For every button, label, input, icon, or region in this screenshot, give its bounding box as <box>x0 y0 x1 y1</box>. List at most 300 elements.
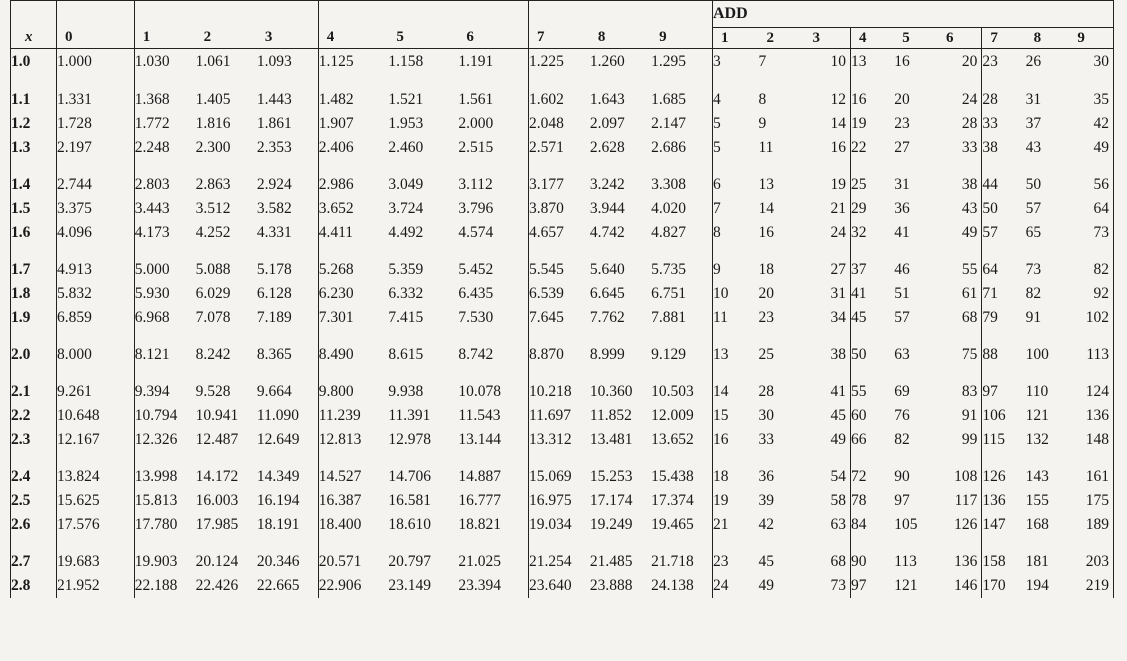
add-value: 82 <box>894 431 910 448</box>
cube-value: 4.096 <box>56 221 134 245</box>
cube-value: 21.254 <box>528 553 572 570</box>
add-value: 73 <box>1069 221 1113 245</box>
cube-value: 1.061 <box>195 53 231 70</box>
cube-value: 21.025 <box>458 537 528 574</box>
cube-value: 2.986 <box>318 176 354 193</box>
cube-value: 5.545 <box>528 261 564 278</box>
cube-value: 1.521 <box>388 91 424 108</box>
table-row <box>11 221 1114 245</box>
cube-value: 1.000 <box>56 49 134 76</box>
add-value: 31 <box>804 282 850 306</box>
cube-value: 13.652 <box>651 428 712 452</box>
cube-value: 4.742 <box>589 224 625 241</box>
cube-value: 16.003 <box>195 492 239 509</box>
cube-value: 4.252 <box>195 224 231 241</box>
add-value: 105 <box>894 516 918 533</box>
add-value: 91 <box>938 404 982 428</box>
cube-value: 12.813 <box>318 431 362 448</box>
cube-value: 10.941 <box>195 407 239 424</box>
cube-value: 13.998 <box>134 468 178 485</box>
cube-value: 5.000 <box>134 261 170 278</box>
add-value: 38 <box>938 160 982 197</box>
add-value: 9 <box>758 115 767 132</box>
add-value: 46 <box>894 261 910 278</box>
cube-value: 23.888 <box>589 577 633 594</box>
cube-value: 22.665 <box>257 574 318 598</box>
add-value: 42 <box>1069 112 1113 136</box>
add-value: 35 <box>1069 75 1113 112</box>
cube-value: 4.574 <box>458 221 528 245</box>
add-value: 21 <box>804 197 850 221</box>
add-value: 117 <box>938 489 982 513</box>
add-value: 181 <box>1025 553 1049 570</box>
cube-value: 6.859 <box>56 306 134 330</box>
cube-value: 1.331 <box>56 75 134 112</box>
add-value: 56 <box>1069 160 1113 197</box>
cube-value: 6.539 <box>528 285 564 302</box>
cube-value: 3.375 <box>56 197 134 221</box>
add-value: 42 <box>758 516 774 533</box>
add-value: 75 <box>938 330 982 367</box>
x-value: 1.2 <box>11 112 57 136</box>
add-value: 110 <box>1025 383 1049 400</box>
cube-value: 11.543 <box>458 404 528 428</box>
cube-value: 12.978 <box>388 431 431 448</box>
add-value: 69 <box>894 383 910 400</box>
x-value: 2.7 <box>11 537 57 574</box>
column-header-0: 0 <box>56 28 134 49</box>
add-value: 136 <box>982 492 1006 509</box>
add-value: 16 <box>758 224 774 241</box>
add-value: 16 <box>712 431 729 448</box>
cube-value: 4.331 <box>257 221 318 245</box>
table-row <box>11 160 1114 197</box>
cube-value: 4.173 <box>134 224 170 241</box>
add-column-header-4: 4 <box>850 28 894 49</box>
add-value: 34 <box>804 306 850 330</box>
cube-value: 12.009 <box>651 404 712 428</box>
table-row <box>11 197 1114 221</box>
cube-value: 5.359 <box>388 261 424 278</box>
cube-value: 10.503 <box>651 367 712 404</box>
add-value: 73 <box>1025 261 1042 278</box>
cube-value: 16.777 <box>458 489 528 513</box>
add-value: 124 <box>1069 367 1113 404</box>
add-value: 37 <box>1025 115 1042 132</box>
add-value: 115 <box>982 431 1006 448</box>
table-row <box>11 489 1114 513</box>
cube-value: 2.863 <box>195 176 231 193</box>
add-value: 219 <box>1069 574 1113 598</box>
cube-value: 12.326 <box>134 431 178 448</box>
add-value: 39 <box>758 492 774 509</box>
cube-value: 9.800 <box>318 383 354 400</box>
cube-value: 2.353 <box>257 136 318 160</box>
cube-value: 6.332 <box>388 285 424 302</box>
x-value: 1.3 <box>11 136 57 160</box>
cube-value: 1.728 <box>56 112 134 136</box>
add-value: 121 <box>894 577 918 594</box>
add-value: 121 <box>1025 407 1049 424</box>
cube-value: 1.125 <box>318 53 354 70</box>
add-value: 23 <box>894 115 910 132</box>
add-value: 73 <box>804 574 850 598</box>
add-value: 24 <box>712 577 729 594</box>
cube-value: 3.112 <box>458 160 528 197</box>
add-value: 63 <box>894 346 910 363</box>
add-value: 8 <box>712 224 721 241</box>
add-value: 31 <box>1025 91 1042 108</box>
add-value: 33 <box>938 136 982 160</box>
cube-value: 12.167 <box>56 428 134 452</box>
cube-value: 3.443 <box>134 200 170 217</box>
cube-value: 5.178 <box>257 245 318 282</box>
cube-value: 22.906 <box>318 577 362 594</box>
add-value: 136 <box>1069 404 1113 428</box>
header-row-columns <box>11 28 1114 49</box>
header-row-add <box>11 1 1114 28</box>
add-value: 8 <box>758 91 767 108</box>
add-value: 24 <box>804 221 850 245</box>
cube-value: 21.718 <box>651 537 712 574</box>
x-value: 1.0 <box>11 49 57 76</box>
add-value: 31 <box>894 176 910 193</box>
add-value: 30 <box>1069 49 1113 76</box>
cube-value: 1.030 <box>134 53 170 70</box>
add-value: 14 <box>712 383 729 400</box>
x-value: 2.3 <box>11 428 57 452</box>
cube-value: 1.643 <box>589 91 625 108</box>
add-value: 20 <box>938 49 982 76</box>
add-value: 13 <box>850 53 867 70</box>
cube-value: 17.985 <box>195 516 239 533</box>
cube-value: 4.913 <box>56 245 134 282</box>
cube-value: 14.887 <box>458 452 528 489</box>
cube-value: 2.300 <box>195 139 231 156</box>
add-value: 21 <box>712 516 729 533</box>
column-header-5: 5 <box>388 28 458 49</box>
add-column-header-7: 7 <box>982 28 1026 49</box>
x-value: 2.6 <box>11 513 57 537</box>
add-value: 54 <box>804 452 850 489</box>
add-value: 3 <box>712 53 721 70</box>
add-value: 50 <box>850 346 867 363</box>
cube-value: 2.460 <box>388 139 424 156</box>
cube-value: 21.952 <box>56 574 134 598</box>
cube-value: 9.938 <box>388 383 424 400</box>
add-value: 25 <box>758 346 774 363</box>
add-value: 33 <box>982 115 998 132</box>
column-header-8: 8 <box>590 28 651 49</box>
add-value: 13 <box>758 176 774 193</box>
add-value: 90 <box>850 553 867 570</box>
add-value: 13 <box>712 346 729 363</box>
cube-value: 6.230 <box>318 285 354 302</box>
cube-value: 7.530 <box>458 306 528 330</box>
cube-value: 2.571 <box>528 139 564 156</box>
cube-value: 3.512 <box>195 200 231 217</box>
add-value: 14 <box>758 200 774 217</box>
cube-value: 8.242 <box>195 346 231 363</box>
cube-value: 6.128 <box>257 282 318 306</box>
add-value: 97 <box>894 492 910 509</box>
cube-value: 23.394 <box>458 574 528 598</box>
add-value: 15 <box>712 407 729 424</box>
add-value: 126 <box>938 513 982 537</box>
header-spacer-col4-6 <box>318 1 528 28</box>
cube-value: 2.744 <box>56 160 134 197</box>
cube-value: 1.158 <box>388 53 424 70</box>
cube-value: 20.346 <box>257 537 318 574</box>
cube-value: 7.301 <box>318 309 354 326</box>
header-spacer-x <box>11 1 57 28</box>
cube-value: 9.664 <box>257 367 318 404</box>
add-column-header-2: 2 <box>758 28 804 49</box>
cube-value: 13.481 <box>589 431 633 448</box>
cube-value: 15.625 <box>56 489 134 513</box>
cube-value: 17.576 <box>56 513 134 537</box>
header-spacer-col1-3 <box>134 1 318 28</box>
add-value: 16 <box>894 53 910 70</box>
table-row <box>11 513 1114 537</box>
cube-value: 19.034 <box>528 516 572 533</box>
add-value: 38 <box>804 330 850 367</box>
add-column-header-6: 6 <box>938 28 982 49</box>
add-value: 5 <box>712 115 721 132</box>
cube-value: 3.870 <box>528 200 564 217</box>
cube-value: 17.780 <box>134 516 178 533</box>
add-value: 143 <box>1025 468 1049 485</box>
column-header-7: 7 <box>528 28 589 49</box>
add-column-header-3: 3 <box>804 28 850 49</box>
cube-value: 1.093 <box>257 49 318 76</box>
table-row <box>11 75 1114 112</box>
cube-value: 11.697 <box>528 407 572 424</box>
cube-value: 10.648 <box>56 404 134 428</box>
table-row <box>11 49 1114 76</box>
cube-value: 5.735 <box>651 245 712 282</box>
cube-value: 9.394 <box>134 383 170 400</box>
cube-value: 18.191 <box>257 513 318 537</box>
cube-value: 14.349 <box>257 452 318 489</box>
add-value: 57 <box>1025 200 1042 217</box>
cube-value: 4.827 <box>651 221 712 245</box>
cube-value: 1.561 <box>458 75 528 112</box>
add-value: 28 <box>982 91 998 108</box>
cube-value: 2.000 <box>458 112 528 136</box>
cube-value: 3.652 <box>318 200 354 217</box>
cube-value: 13.144 <box>458 428 528 452</box>
cube-value: 15.813 <box>134 492 178 509</box>
x-value: 2.4 <box>11 452 57 489</box>
add-value: 168 <box>1025 516 1049 533</box>
cube-value: 4.657 <box>528 224 564 241</box>
cube-value: 16.975 <box>528 492 572 509</box>
cube-value: 13.824 <box>56 452 134 489</box>
add-value: 132 <box>1025 431 1049 448</box>
add-value: 63 <box>804 513 850 537</box>
cube-value: 7.189 <box>257 306 318 330</box>
add-value: 37 <box>850 261 867 278</box>
add-value: 45 <box>850 309 867 326</box>
add-value: 7 <box>758 53 767 70</box>
x-value: 2.1 <box>11 367 57 404</box>
column-header-2: 2 <box>196 28 257 49</box>
cube-value: 3.049 <box>388 176 424 193</box>
cube-value: 4.411 <box>318 224 354 241</box>
column-header-9: 9 <box>651 28 712 49</box>
table-row <box>11 404 1114 428</box>
add-value: 28 <box>758 383 774 400</box>
cube-value: 16.194 <box>257 489 318 513</box>
add-value: 83 <box>938 367 982 404</box>
add-value: 43 <box>1025 139 1042 156</box>
add-value: 126 <box>982 468 1006 485</box>
add-value: 45 <box>758 553 774 570</box>
add-value: 155 <box>1025 492 1049 509</box>
header-spacer-col0 <box>56 1 134 28</box>
add-value: 38 <box>982 139 998 156</box>
x-value: 1.8 <box>11 282 57 306</box>
cube-value: 15.253 <box>589 468 633 485</box>
cube-value: 3.308 <box>651 160 712 197</box>
add-value: 194 <box>1025 577 1049 594</box>
add-value: 18 <box>758 261 774 278</box>
add-value: 23 <box>758 309 774 326</box>
cube-value: 3.796 <box>458 197 528 221</box>
cube-value: 2.048 <box>528 115 564 132</box>
cube-value: 1.772 <box>134 115 170 132</box>
add-value: 55 <box>850 383 867 400</box>
add-value: 18 <box>712 468 729 485</box>
add-value: 57 <box>982 224 998 241</box>
cube-value: 3.944 <box>589 200 625 217</box>
add-value: 61 <box>938 282 982 306</box>
add-value: 50 <box>982 200 998 217</box>
cube-value: 5.088 <box>195 261 231 278</box>
add-value: 30 <box>758 407 774 424</box>
cube-value: 24.138 <box>651 574 712 598</box>
add-value: 97 <box>850 577 867 594</box>
add-value: 33 <box>758 431 774 448</box>
add-column-header-8: 8 <box>1026 28 1070 49</box>
add-value: 20 <box>758 285 774 302</box>
add-column-header-5: 5 <box>894 28 938 49</box>
add-value: 158 <box>982 553 1006 570</box>
add-value: 24 <box>938 75 982 112</box>
cube-value: 21.485 <box>589 553 633 570</box>
table-row <box>11 452 1114 489</box>
add-value: 16 <box>804 136 850 160</box>
cube-value: 6.645 <box>589 285 625 302</box>
add-header: ADD <box>712 1 1113 28</box>
add-value: 92 <box>1069 282 1113 306</box>
x-column-header: x <box>11 28 57 49</box>
table-row <box>11 537 1114 574</box>
cube-value: 6.968 <box>134 309 170 326</box>
cube-value: 20.797 <box>388 553 431 570</box>
cube-value: 15.438 <box>651 452 712 489</box>
cube-value: 8.121 <box>134 346 170 363</box>
table-row <box>11 282 1114 306</box>
cube-value: 7.645 <box>528 309 564 326</box>
add-value: 50 <box>1025 176 1042 193</box>
header-spacer-col7-9 <box>528 1 712 28</box>
cube-value: 3.582 <box>257 197 318 221</box>
cube-value: 23.149 <box>388 577 431 594</box>
add-value: 7 <box>712 200 721 217</box>
cube-value: 5.832 <box>56 282 134 306</box>
add-value: 68 <box>804 537 850 574</box>
cube-value: 4.020 <box>651 197 712 221</box>
add-value: 88 <box>982 346 998 363</box>
add-value: 68 <box>938 306 982 330</box>
add-value: 58 <box>804 489 850 513</box>
table-row <box>11 428 1114 452</box>
add-column-header-9: 9 <box>1069 28 1113 49</box>
table-row <box>11 306 1114 330</box>
table-row <box>11 136 1114 160</box>
cube-value: 8.742 <box>458 330 528 367</box>
cube-value: 1.191 <box>458 49 528 76</box>
cube-value: 1.368 <box>134 91 170 108</box>
add-value: 19 <box>712 492 729 509</box>
add-value: 49 <box>1069 136 1113 160</box>
cube-value: 19.465 <box>651 513 712 537</box>
cube-value: 7.415 <box>388 309 424 326</box>
cube-value: 6.751 <box>651 282 712 306</box>
add-value: 11 <box>758 139 774 156</box>
cube-value: 20.571 <box>318 553 362 570</box>
cube-value: 5.930 <box>134 285 170 302</box>
table-row <box>11 245 1114 282</box>
x-value: 1.5 <box>11 197 57 221</box>
cube-value: 1.225 <box>528 53 564 70</box>
cube-value: 11.239 <box>318 407 361 424</box>
table-body <box>11 49 1114 599</box>
add-value: 82 <box>1069 245 1113 282</box>
cube-value: 1.295 <box>651 49 712 76</box>
cube-value: 12.487 <box>195 431 239 448</box>
add-value: 136 <box>938 537 982 574</box>
cube-value: 8.999 <box>589 346 625 363</box>
add-value: 23 <box>712 553 729 570</box>
add-value: 60 <box>850 407 867 424</box>
x-value: 1.1 <box>11 75 57 112</box>
cube-value: 19.903 <box>134 553 178 570</box>
x-value: 2.0 <box>11 330 57 367</box>
add-value: 14 <box>804 112 850 136</box>
cube-value: 14.706 <box>388 468 431 485</box>
add-value: 44 <box>982 176 998 193</box>
cube-value: 3.724 <box>388 200 424 217</box>
add-value: 32 <box>850 224 867 241</box>
add-value: 97 <box>982 383 998 400</box>
add-value: 113 <box>1069 330 1113 367</box>
add-value: 11 <box>712 309 728 326</box>
add-value: 49 <box>804 428 850 452</box>
add-value: 28 <box>938 112 982 136</box>
add-value: 113 <box>894 553 917 570</box>
add-value: 65 <box>1025 224 1042 241</box>
add-value: 78 <box>850 492 867 509</box>
cube-value: 17.174 <box>589 492 633 509</box>
cube-value: 14.527 <box>318 468 362 485</box>
add-value: 45 <box>804 404 850 428</box>
x-value: 1.7 <box>11 245 57 282</box>
cube-value: 7.881 <box>651 306 712 330</box>
x-value: 1.4 <box>11 160 57 197</box>
